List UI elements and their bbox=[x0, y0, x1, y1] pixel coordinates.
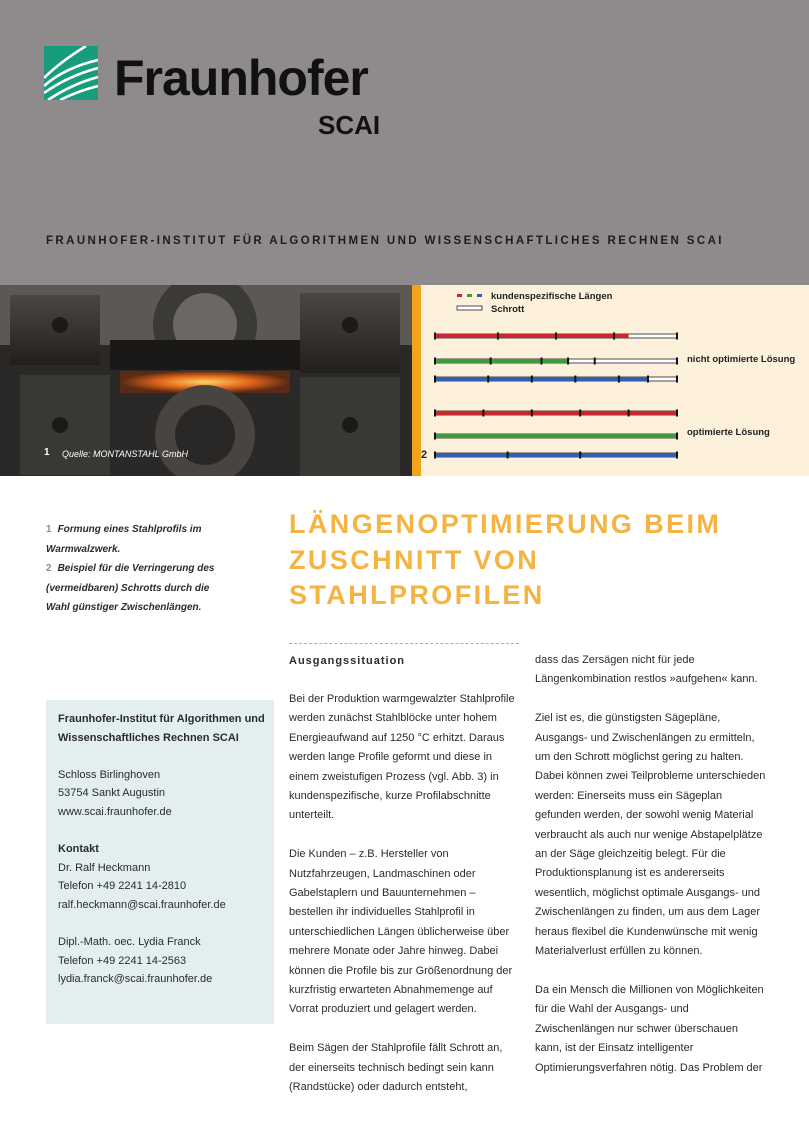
address-line-1: Schloss Birlinghoven bbox=[58, 768, 161, 781]
cut-mark bbox=[434, 333, 436, 340]
cut-mark bbox=[647, 376, 649, 383]
figure-number-1: 1 bbox=[44, 447, 50, 458]
cut-mark bbox=[579, 410, 581, 417]
bar-segment bbox=[435, 434, 677, 438]
figure-captions bbox=[46, 520, 216, 618]
contact-person-1: Dr. Ralf Heckmann bbox=[58, 861, 151, 874]
caption-number: 2 bbox=[46, 563, 52, 574]
address-line-2: 53754 Sankt Augustin bbox=[58, 787, 166, 800]
header-band bbox=[0, 0, 809, 285]
section-heading: Ausgangssituation bbox=[289, 655, 406, 667]
paragraph: Beim Sägen der Stahlprofile fällt Schrott an, der einerseits technisch bedingt sein kann (Randstücke) oder dadurch entsteht, bbox=[289, 1042, 503, 1094]
cut-mark bbox=[555, 333, 557, 340]
caption-text: Formung eines Stahlprofils im Warmwalzwerk. bbox=[46, 524, 202, 555]
fraunhofer-logo-icon bbox=[44, 46, 98, 100]
cutting-diagram-svg bbox=[421, 285, 809, 476]
contact-email-2[interactable]: lydia.franck@scai.fraunhofer.de bbox=[58, 973, 213, 986]
bar-segment bbox=[435, 359, 568, 363]
caption-text: Beispiel für die Verringerung des (vermeidbaren) Schrotts durch die Wahl günstiger Zwischenlängen. bbox=[46, 563, 215, 613]
logo-subtitle: SCAI bbox=[318, 110, 381, 140]
cut-mark bbox=[434, 358, 436, 365]
cut-mark bbox=[482, 410, 484, 417]
cut-mark bbox=[676, 433, 678, 440]
cut-mark bbox=[434, 410, 436, 417]
divider bbox=[289, 643, 519, 644]
cut-mark bbox=[434, 433, 436, 440]
institute-name: FRAUNHOFER-INSTITUT FÜR ALGORITHMEN UND WISSENSCHAFTLICHES RECHNEN SCAI bbox=[46, 235, 724, 247]
website-link[interactable]: www.scai.fraunhofer.de bbox=[58, 805, 172, 818]
cut-mark bbox=[531, 376, 533, 383]
paragraph: Bei der Produktion warmgewalzter Stahlprofile werden zunächst Stahlblöcke unter hohem Energieaufwand auf 1250 °C erhitzt. Daraus werden lange Profile geformt und diese in einem zweistufigen Prozess (vgl. Abb. 3) in kundenspezifische, kurze Profilabschnitte unterteilt. bbox=[289, 693, 515, 822]
cut-mark bbox=[567, 358, 569, 365]
cut-mark bbox=[594, 358, 596, 365]
cut-mark bbox=[540, 358, 542, 365]
paragraph: Die Kunden – z.B. Hersteller von Nutzfahrzeugen, Landmaschinen oder Gabelstaplern und Bauunternehmen – bestellen ihr individuelles Stahlprofil in unterschiedlichen Längen üblicherweise über mehrere Monate oder Jahre hinweg. Dabei können die Profile bis zur Größenordnung der kurzfristig erwarteten Abnahmemenge auf Vorrat produziert und gelagert werden. bbox=[289, 848, 513, 1016]
contact-person-2: Dipl.-Math. oec. Lydia Franck bbox=[58, 936, 201, 949]
photo-credit: Quelle: MONTANSTAHL GmbH bbox=[62, 449, 189, 459]
cut-mark bbox=[676, 452, 678, 459]
cut-mark bbox=[676, 358, 678, 365]
label-optimized: optimierte Lösung bbox=[687, 427, 770, 438]
cut-mark bbox=[434, 376, 436, 383]
page-title: LÄNGENOPTIMIERUNG BEIM ZUSCHNITT VON STAHLPROFILEN bbox=[289, 509, 722, 610]
text-column-1 bbox=[289, 690, 517, 1117]
cut-mark bbox=[434, 452, 436, 459]
cut-mark bbox=[497, 333, 499, 340]
caption-2 bbox=[46, 559, 216, 618]
cut-mark bbox=[613, 333, 615, 340]
org-name: Fraunhofer-Institut für Algorithmen und Wissenschaftliches Rechnen SCAI bbox=[58, 713, 265, 744]
caption-1 bbox=[46, 520, 216, 559]
contact-box bbox=[46, 700, 274, 1024]
paragraph: Da ein Mensch die Millionen von Möglichkeiten für die Wahl der Ausgangs- und Zwischenlängen nur schwer überschauen kann, ist der Einsatz intelligenter Optimierungsverfahren nötig. Das Problem der bbox=[535, 983, 764, 1074]
cut-mark bbox=[676, 333, 678, 340]
contact-phone-1: Telefon +49 2241 14-2810 bbox=[58, 880, 187, 893]
caption-number: 1 bbox=[46, 524, 52, 535]
cut-mark bbox=[487, 376, 489, 383]
legend-custom-lengths: kundenspezifische Längen bbox=[491, 291, 613, 302]
cut-mark bbox=[490, 358, 492, 365]
cut-mark bbox=[574, 376, 576, 383]
text-column-2 bbox=[535, 651, 767, 1097]
contact-heading: Kontakt bbox=[58, 843, 99, 856]
cut-mark bbox=[579, 452, 581, 459]
cut-mark bbox=[618, 376, 620, 383]
figure-number-2: 2 bbox=[421, 449, 428, 461]
logo-text: Fraunhofer bbox=[114, 50, 368, 106]
contact-phone-2: Telefon +49 2241 14-2563 bbox=[58, 954, 187, 967]
accent-bar bbox=[412, 285, 421, 476]
bar-segment bbox=[435, 453, 677, 457]
paragraph: Ziel ist es, die günstigsten Sägepläne, Ausgangs- und Zwischenlängen zu ermitteln, um den Schrott möglichst gering zu halten. Dabei können zwei Teilprobleme unterschieden werden: Einerseits muss ein Sägeplan gefunden werden, der sowohl wenig Material verbraucht als auch nur wenige Abstapelplätze an der Säge gleichzeitig belegt. Für die Produktionsplanung ist es andererseits wesentlich, möglichst optimale Ausgangs- und Zwischenlängen zu finden, um aus dem Lager heraus flexibel die Kundenwünsche mit wenig Materialverlust erfüllen zu können. bbox=[535, 712, 766, 958]
bar-segment bbox=[435, 334, 629, 338]
paragraph: dass das Zersägen nicht für jede Längenkombination restlos »aufgehen« kann. bbox=[535, 654, 758, 686]
cut-mark bbox=[676, 410, 678, 417]
cut-mark bbox=[531, 410, 533, 417]
contact-email-1[interactable]: ralf.heckmann@scai.fraunhofer.de bbox=[58, 898, 226, 911]
cut-mark bbox=[628, 410, 630, 417]
cutting-diagram bbox=[421, 285, 809, 476]
cut-mark bbox=[676, 376, 678, 383]
bar-segment bbox=[435, 411, 677, 415]
cut-mark bbox=[507, 452, 509, 459]
legend-scrap: Schrott bbox=[491, 304, 525, 315]
label-not-optimized: nicht optimierte Lösung bbox=[687, 354, 796, 365]
bar-segment bbox=[435, 377, 648, 381]
